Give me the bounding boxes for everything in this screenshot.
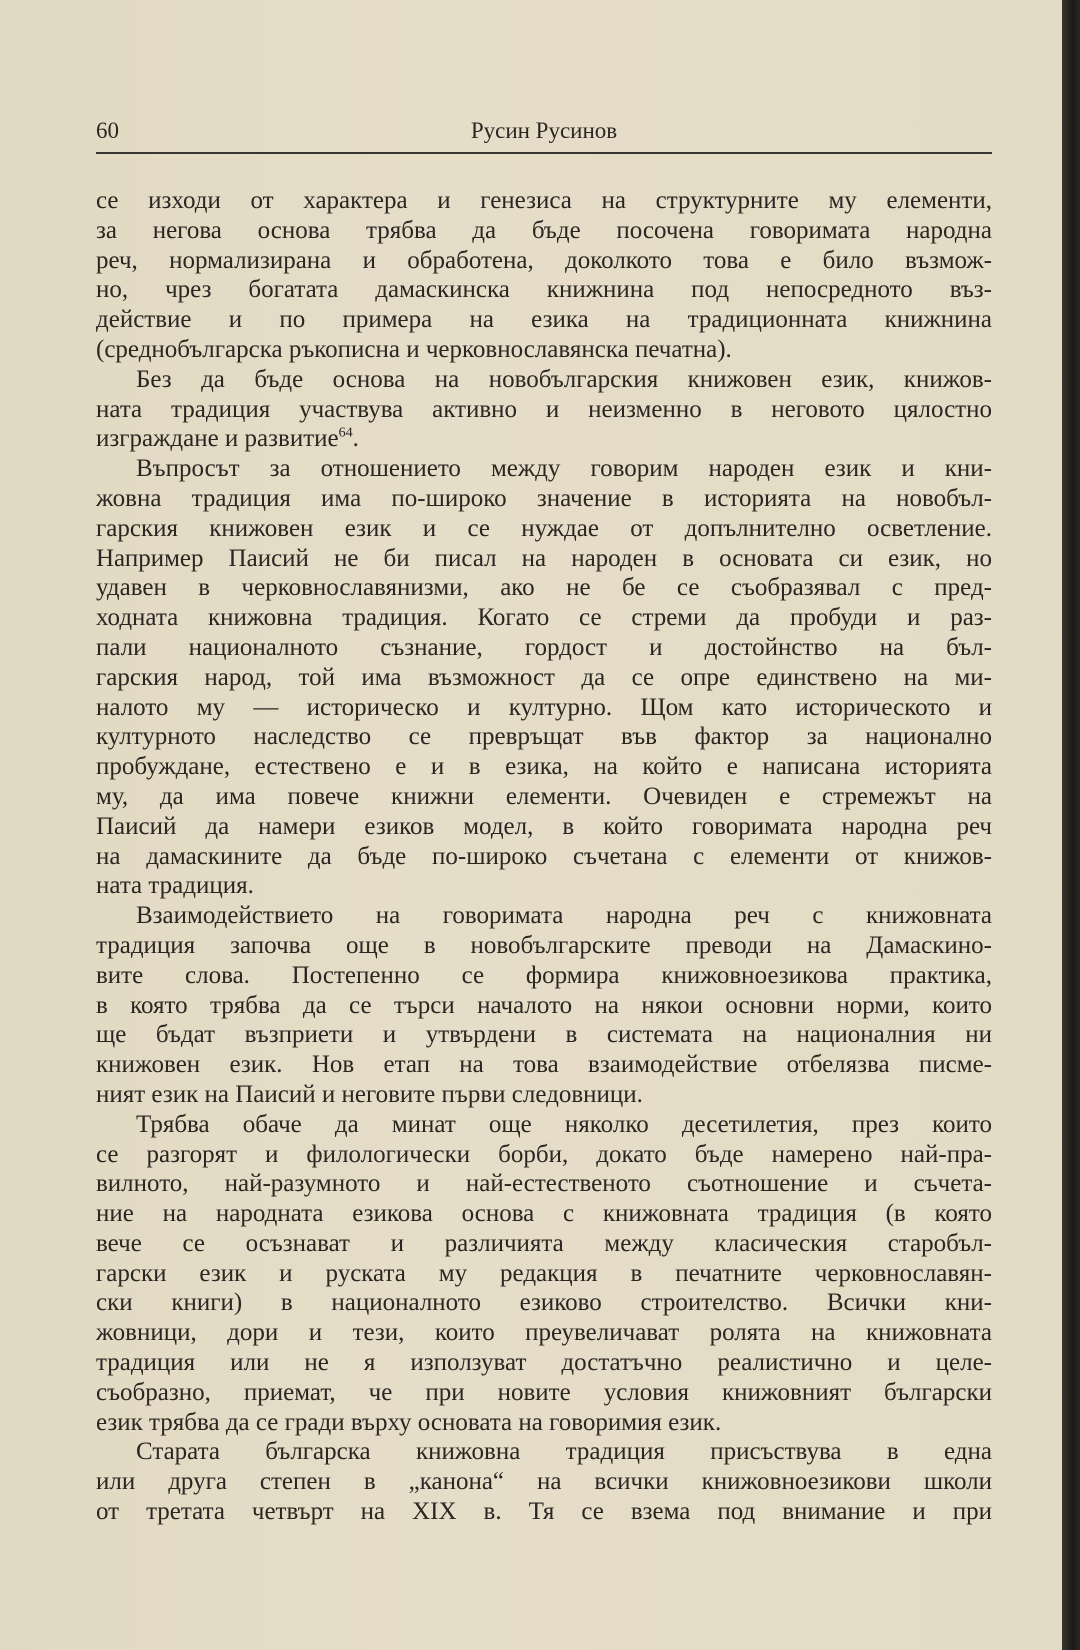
text-line: вите слова. Постепенно се формира книжовноезикова практика, (96, 961, 992, 989)
text-line: налото му — историческо и културно. Щом като историческото и (96, 693, 992, 721)
text-line: действие и по примера на езика на традиционната книжнина (96, 306, 992, 334)
text-line: пали националното съзнание, гордост и достойнство на бъл- (96, 633, 992, 661)
page-header (96, 112, 992, 148)
page-number: 60 (96, 118, 119, 143)
text-line: гарския книжовен език и се нуждае от допълнително осветление. (96, 514, 992, 542)
text-line: вече се осъзнават и различията между класическия старобъл- (96, 1229, 992, 1257)
text-line: се разгорят и филологически борби, докато бъде намерено най-пра- (96, 1140, 992, 1168)
text-line: (среднобългарска ръкописна и черковнославянска печатна). (96, 335, 732, 363)
text-line: ният език на Паисий и неговите първи следовници. (96, 1080, 643, 1108)
text-line: ходната книжовна традиция. Когато се стреми да пробуди и раз- (96, 604, 992, 632)
text-fragment: изграждане и развитие (96, 425, 339, 453)
text-line: вилното, най-разумното и най-естественото съотношение и съчета- (96, 1170, 992, 1198)
text-line: ще бъдат възприети и утвърдени в системата на националния ни (96, 1021, 992, 1049)
footnote-marker: 64 (338, 426, 353, 442)
text-line: в която трябва да се търси началото на някои основни норми, които (96, 991, 992, 1019)
text-line: се изходи от характера и генезиса на структурните му елементи, (96, 187, 992, 214)
text-line: Старата българска книжовна традиция присъствува в една (136, 1438, 992, 1466)
text-line: ние на народната езикова основа с книжовната традиция (в която (96, 1200, 992, 1228)
text-line: гарския народ, той има възможност да се опре единствено на ми- (96, 663, 992, 691)
text-line: Паисий да намери езиков модел, в който говоримата народна реч (96, 812, 992, 840)
text-line: Например Паисий не би писал на народен в основата си език, но (96, 544, 992, 572)
text-line: Взаимодействието на говоримата народна реч с книжовната (136, 902, 992, 930)
text-line: книжовен език. Нов етап на това взаимодействие отбелязва писме- (96, 1051, 992, 1079)
text-line: ната традиция участвува активно и неизменно в неговото цялостно (96, 395, 992, 423)
text-line: Трябва обаче да минат още няколко десетилетия, през които (136, 1110, 992, 1138)
text-line: за негова основа трябва да бъде посочена говоримата народна (96, 216, 992, 244)
header-rule (96, 152, 992, 154)
text-line: реч, нормализирана и обработена, доколкото това е било възмож- (96, 246, 992, 274)
text-line: му, да има повече книжни елементи. Очевиден е стремежът на (96, 782, 992, 810)
text-line: съобразно, приемат, че при новите условия книжовният български (96, 1378, 992, 1406)
text-line: но, чрез богатата дамаскинска книжнина под непосредното въз- (96, 276, 992, 304)
body-text (96, 186, 992, 1527)
text-line: от третата четвърт на XIX в. Тя се взема под внимание и при (96, 1498, 992, 1526)
text-line: удавен в черковнославянизми, ако не бе се съобразявал с пред- (96, 574, 992, 602)
text-line: Без да бъде основа на новобългарския книжовен език, книжов- (136, 365, 992, 393)
text-line: език трябва да се гради върху основата на говоримия език. (96, 1408, 722, 1436)
text-line: Въпросът за отношението между говорим народен език и кни- (136, 455, 992, 483)
text-line-with-footnote (96, 424, 992, 454)
running-title: Русин Русинов (470, 118, 618, 143)
text-line: ната традиция. (96, 872, 254, 900)
book-spine-edge (1062, 0, 1080, 1650)
text-line: гарски език и руската му редакция в печатните черковнославян- (96, 1259, 992, 1287)
text-line: жовна традиция има по-широко значение в историята на новобъл- (96, 484, 992, 512)
text-line: традиция започва още в новобългарските преводи на Дамаскино- (96, 931, 992, 959)
text-line: на дамаскините да бъде по-широко съчетана с елементи от книжов- (96, 842, 992, 870)
text-line: или друга степен в „канона“ на всички книжовноезикови школи (96, 1468, 992, 1496)
text-line: културното наследство се превръщат във фактор за национално (96, 723, 992, 751)
text-fragment: . (352, 425, 359, 453)
text-line: жовници, дори и тези, които преувеличават ролята на книжовната (96, 1319, 992, 1347)
text-line: ски книги) в националното езиково строителство. Всички кни- (96, 1289, 992, 1317)
text-line: традиция или не я използуват достатъчно реалистично и целе- (96, 1349, 992, 1377)
text-line: пробуждане, естествено е и в езика, на който е написана историята (96, 753, 992, 781)
